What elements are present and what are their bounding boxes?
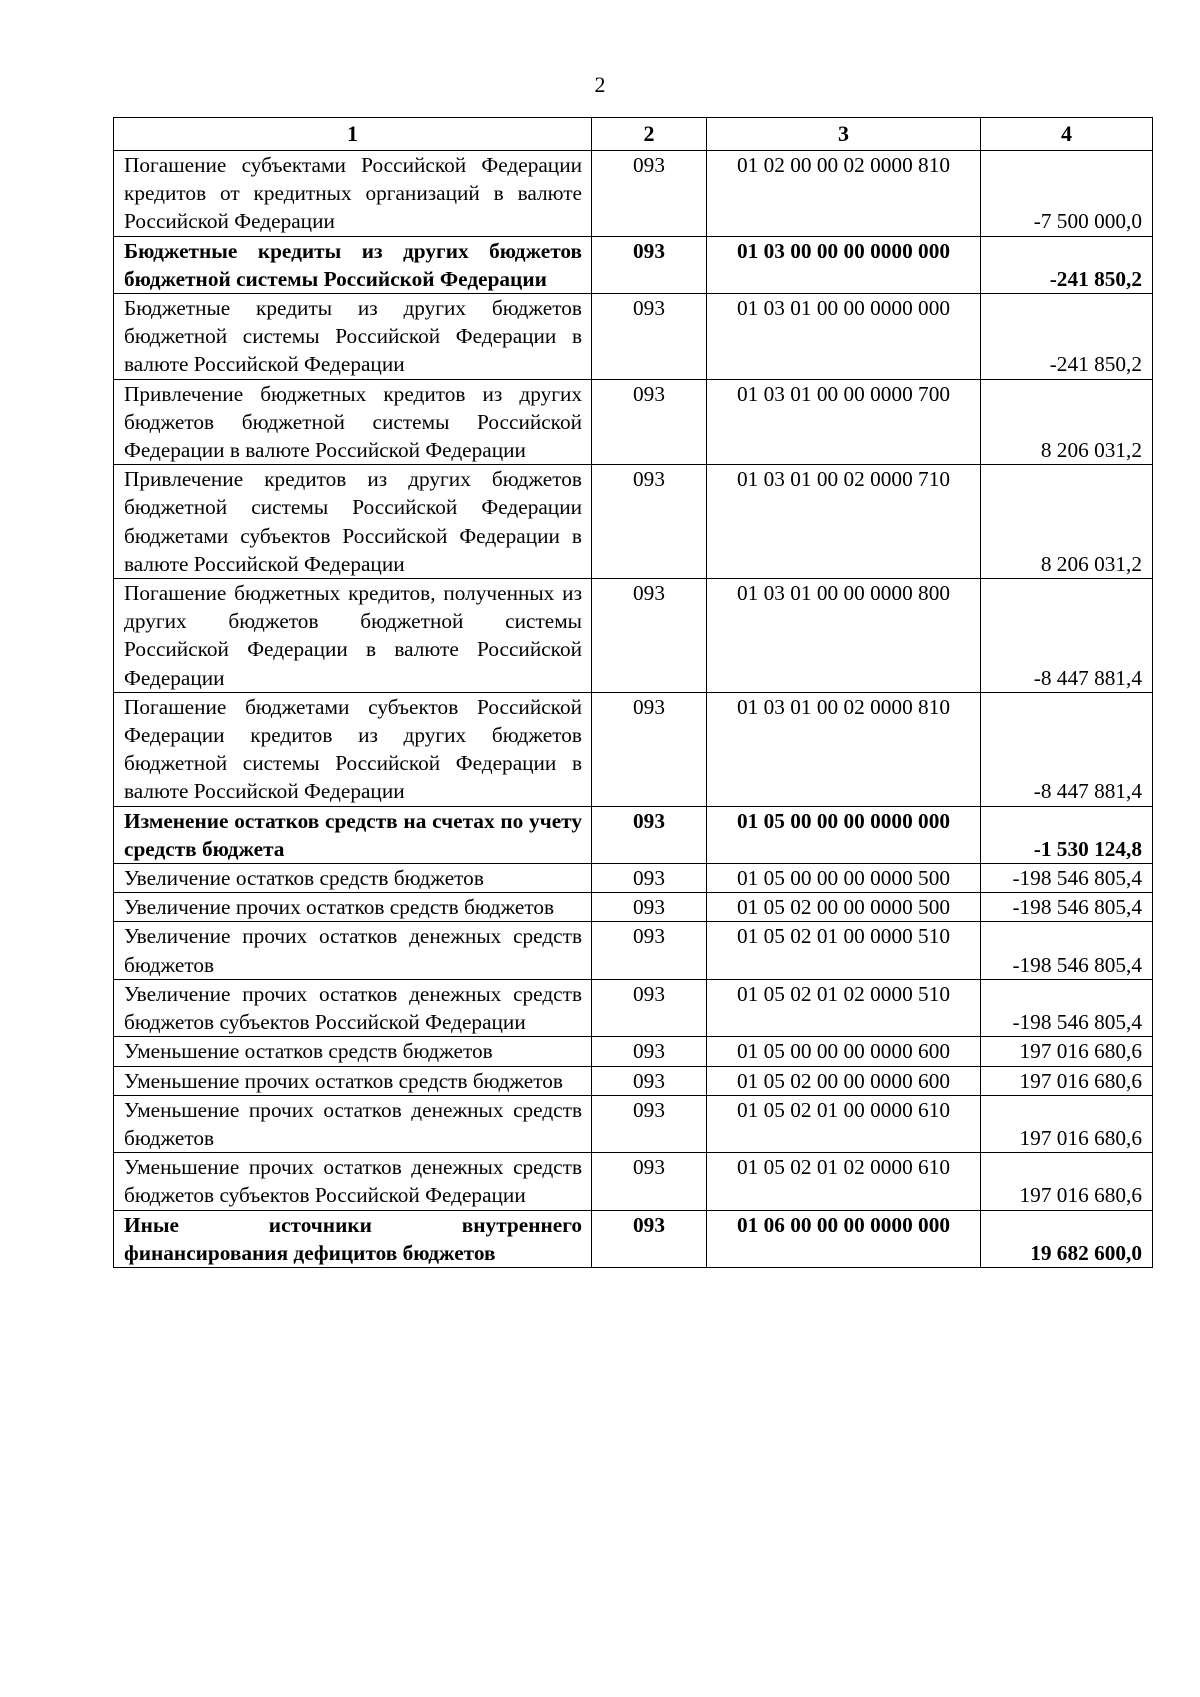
table-row <box>114 864 1153 893</box>
page-number: 2 <box>594 72 606 97</box>
row-code: 093 <box>592 806 707 863</box>
row-kbk-code: 01 03 01 00 00 0000 000 <box>707 294 981 380</box>
row-name: Погашение субъектами Российской Федерации кредитов от кредитных организаций в валюте Российской Федерации <box>114 151 592 237</box>
row-amount: -198 546 805,4 <box>981 864 1153 893</box>
row-code: 093 <box>592 1153 707 1210</box>
row-name: Привлечение кредитов из других бюджетов бюджетной системы Российской Федерации бюджетами субъектов Российской Федерации в валюте Российской Федерации <box>114 465 592 579</box>
row-name: Уменьшение прочих остатков денежных средств бюджетов субъектов Российской Федерации <box>114 1153 592 1210</box>
row-code: 093 <box>592 893 707 922</box>
header-col-2: 2 <box>592 118 707 151</box>
row-name: Погашение бюджетами субъектов Российской Федерации кредитов из других бюджетов бюджетной системы Российской Федерации в валюте Российской Федерации <box>114 692 592 806</box>
row-kbk-code: 01 05 00 00 00 0000 000 <box>707 806 981 863</box>
row-amount: 197 016 680,6 <box>981 1153 1153 1210</box>
table-row <box>114 1153 1153 1210</box>
row-code: 093 <box>592 1210 707 1267</box>
row-code: 093 <box>592 922 707 979</box>
row-name: Привлечение бюджетных кредитов из других бюджетов бюджетной системы Российской Федерации в валюте Российской Федерации <box>114 379 592 465</box>
row-kbk-code: 01 05 02 00 00 0000 500 <box>707 893 981 922</box>
row-kbk-code: 01 05 02 01 02 0000 510 <box>707 979 981 1036</box>
table-row <box>114 893 1153 922</box>
row-code: 093 <box>592 979 707 1036</box>
header-col-3: 3 <box>707 118 981 151</box>
table-row <box>114 579 1153 693</box>
row-amount: -241 850,2 <box>981 294 1153 380</box>
row-amount: 8 206 031,2 <box>981 379 1153 465</box>
row-kbk-code: 01 03 01 00 02 0000 810 <box>707 692 981 806</box>
header-col-1: 1 <box>114 118 592 151</box>
row-kbk-code: 01 05 02 01 02 0000 610 <box>707 1153 981 1210</box>
header-col-4: 4 <box>981 118 1153 151</box>
table-body <box>114 151 1153 1268</box>
row-kbk-code: 01 03 01 00 02 0000 710 <box>707 465 981 579</box>
row-kbk-code: 01 05 02 01 00 0000 510 <box>707 922 981 979</box>
row-kbk-code: 01 05 02 01 00 0000 610 <box>707 1095 981 1152</box>
row-amount: -8 447 881,4 <box>981 692 1153 806</box>
row-name: Увеличение остатков средств бюджетов <box>114 864 592 893</box>
table-row <box>114 692 1153 806</box>
row-name: Погашение бюджетных кредитов, полученных из других бюджетов бюджетной системы Российской Федерации в валюте Российской Федерации <box>114 579 592 693</box>
table-row <box>114 979 1153 1036</box>
row-amount: -198 546 805,4 <box>981 893 1153 922</box>
table-row <box>114 1095 1153 1152</box>
row-amount: -198 546 805,4 <box>981 979 1153 1036</box>
row-amount: 19 682 600,0 <box>981 1210 1153 1267</box>
row-amount: -7 500 000,0 <box>981 151 1153 237</box>
header-row <box>114 118 1153 151</box>
row-name: Уменьшение прочих остатков средств бюджетов <box>114 1066 592 1095</box>
table-row <box>114 1066 1153 1095</box>
row-amount: -198 546 805,4 <box>981 922 1153 979</box>
row-name: Изменение остатков средств на счетах по учету средств бюджета <box>114 806 592 863</box>
row-amount: 197 016 680,6 <box>981 1095 1153 1152</box>
row-kbk-code: 01 03 00 00 00 0000 000 <box>707 236 981 293</box>
row-code: 093 <box>592 692 707 806</box>
row-name: Увеличение прочих остатков денежных средств бюджетов <box>114 922 592 979</box>
row-code: 093 <box>592 1066 707 1095</box>
table-row <box>114 1210 1153 1267</box>
row-code: 093 <box>592 1095 707 1152</box>
row-amount: 8 206 031,2 <box>981 465 1153 579</box>
row-name: Уменьшение прочих остатков денежных средств бюджетов <box>114 1095 592 1152</box>
row-code: 093 <box>592 236 707 293</box>
row-code: 093 <box>592 465 707 579</box>
row-name: Уменьшение остатков средств бюджетов <box>114 1037 592 1066</box>
row-amount: -8 447 881,4 <box>981 579 1153 693</box>
row-amount: -241 850,2 <box>981 236 1153 293</box>
row-kbk-code: 01 03 01 00 00 0000 800 <box>707 579 981 693</box>
row-code: 093 <box>592 864 707 893</box>
table-row <box>114 236 1153 293</box>
row-code: 093 <box>592 579 707 693</box>
row-kbk-code: 01 02 00 00 02 0000 810 <box>707 151 981 237</box>
table-row <box>114 379 1153 465</box>
row-name: Иные источники внутреннего финансирования дефицитов бюджетов <box>114 1210 592 1267</box>
row-kbk-code: 01 05 00 00 00 0000 500 <box>707 864 981 893</box>
table-row <box>114 151 1153 237</box>
row-amount: -1 530 124,8 <box>981 806 1153 863</box>
row-name: Бюджетные кредиты из других бюджетов бюджетной системы Российской Федерации <box>114 236 592 293</box>
row-kbk-code: 01 03 01 00 00 0000 700 <box>707 379 981 465</box>
budget-sources-table <box>113 117 1153 1268</box>
row-kbk-code: 01 06 00 00 00 0000 000 <box>707 1210 981 1267</box>
table-row <box>114 806 1153 863</box>
row-amount: 197 016 680,6 <box>981 1037 1153 1066</box>
row-code: 093 <box>592 151 707 237</box>
row-kbk-code: 01 05 00 00 00 0000 600 <box>707 1037 981 1066</box>
table-header <box>114 118 1153 151</box>
row-name: Бюджетные кредиты из других бюджетов бюджетной системы Российской Федерации в валюте Российской Федерации <box>114 294 592 380</box>
table-row <box>114 465 1153 579</box>
row-code: 093 <box>592 294 707 380</box>
row-code: 093 <box>592 379 707 465</box>
row-kbk-code: 01 05 02 00 00 0000 600 <box>707 1066 981 1095</box>
table-row <box>114 294 1153 380</box>
table-row <box>114 1037 1153 1066</box>
table-row <box>114 922 1153 979</box>
row-amount: 197 016 680,6 <box>981 1066 1153 1095</box>
row-name: Увеличение прочих остатков средств бюджетов <box>114 893 592 922</box>
row-code: 093 <box>592 1037 707 1066</box>
row-name: Увеличение прочих остатков денежных средств бюджетов субъектов Российской Федерации <box>114 979 592 1036</box>
